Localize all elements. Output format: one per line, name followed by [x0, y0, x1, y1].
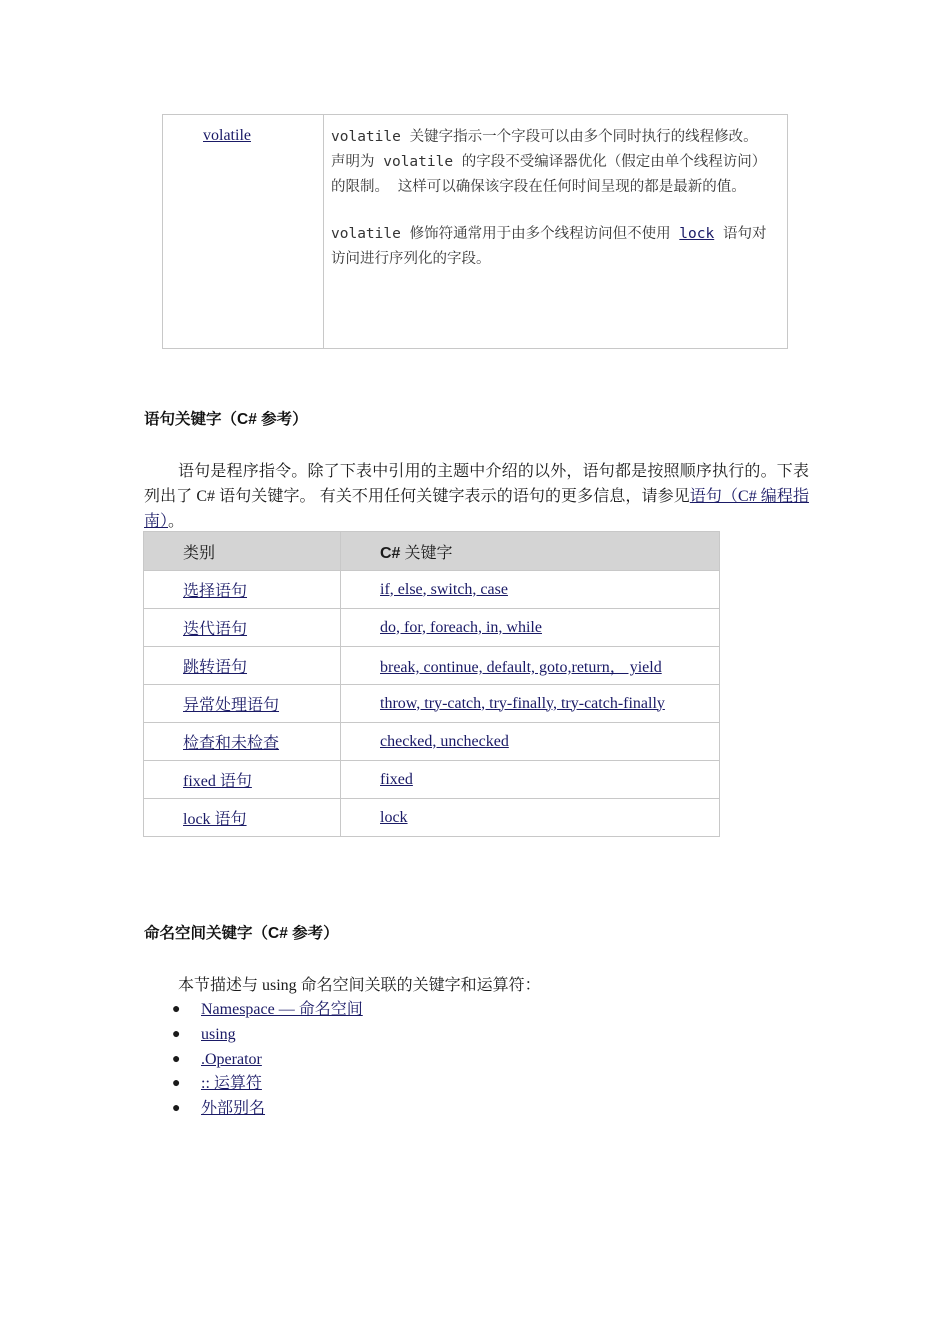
table-row: [144, 799, 720, 837]
category-link[interactable]: 迭代语句: [183, 621, 248, 638]
statement-keywords-table: [143, 531, 720, 837]
keywords-links[interactable]: do, for, foreach, in, while: [380, 618, 542, 636]
namespace-heading: 命名空间关键字（C# 参考）: [144, 925, 339, 942]
namespace-item-link[interactable]: .Operator: [201, 1050, 262, 1068]
volatile-desc-2: [331, 222, 777, 272]
category-link[interactable]: lock 语句: [183, 811, 247, 828]
header-category: 类别: [144, 532, 341, 571]
header-keywords: [341, 532, 720, 571]
keywords-links[interactable]: if, else, switch, case: [380, 580, 508, 598]
volatile-desc-2-pre: volatile 修饰符通常用于由多个线程访问但不使用: [331, 226, 680, 242]
table-row: [144, 761, 720, 799]
volatile-description-cell: [324, 115, 787, 348]
list-item: [170, 1023, 363, 1048]
category-link[interactable]: 选择语句: [183, 583, 248, 600]
category-cell: [144, 571, 341, 609]
namespace-list: [170, 998, 363, 1122]
keywords-links[interactable]: break, continue, default, goto,return， yield: [380, 659, 662, 676]
category-link[interactable]: 跳转语句: [183, 659, 248, 676]
volatile-desc-2-post: 语句对访问进行序列化的字段。: [331, 226, 767, 267]
header-keywords-rest: 关键字: [400, 544, 453, 562]
lock-link[interactable]: lock: [679, 226, 715, 242]
keywords-cell: [341, 799, 720, 837]
table-row: [144, 685, 720, 723]
statements-guide-link[interactable]: 语句（C# 编程指南）: [144, 488, 809, 530]
statements-intro-end: 。: [168, 513, 185, 530]
table-header-row: [144, 532, 720, 571]
list-item: [170, 1048, 363, 1073]
keywords-cell: [341, 609, 720, 647]
keywords-cell: [341, 571, 720, 609]
category-cell: [144, 609, 341, 647]
category-link[interactable]: 检查和未检查: [183, 735, 280, 752]
list-item: [170, 1097, 363, 1122]
bullet-icon: ●: [172, 1076, 181, 1092]
namespace-item-link[interactable]: Namespace — 命名空间: [201, 1001, 363, 1018]
volatile-link[interactable]: volatile: [203, 127, 251, 144]
table-row: [144, 647, 720, 685]
category-cell: [144, 761, 341, 799]
volatile-table: [162, 114, 788, 349]
keywords-links[interactable]: throw, try-catch, try-finally, try-catch-finally: [380, 694, 665, 712]
category-link[interactable]: fixed 语句: [183, 773, 252, 790]
keywords-cell: [341, 685, 720, 723]
statements-heading: 语句关键字（C# 参考）: [144, 411, 308, 428]
namespace-item-link[interactable]: :: 运算符: [201, 1075, 262, 1093]
statement-rows: [144, 571, 720, 837]
keywords-links[interactable]: checked, unchecked: [380, 732, 509, 750]
namespace-item-link[interactable]: using: [201, 1025, 236, 1043]
list-item: [170, 998, 363, 1023]
volatile-keyword-cell: [163, 115, 324, 348]
bullet-icon: ●: [172, 1026, 181, 1042]
bullet-icon: ●: [172, 1051, 181, 1067]
category-cell: [144, 799, 341, 837]
namespace-item-link[interactable]: 外部别名: [201, 1100, 266, 1118]
keywords-cell: [341, 761, 720, 799]
keywords-cell: [341, 723, 720, 761]
statements-intro: [144, 459, 809, 534]
table-row: [144, 723, 720, 761]
namespace-intro: 本节描述与 using 命名空间关联的关键字和运算符：: [178, 977, 541, 994]
bullet-icon: ●: [172, 1101, 181, 1117]
category-cell: [144, 723, 341, 761]
table-row: [144, 609, 720, 647]
category-link[interactable]: 异常处理语句: [183, 697, 280, 714]
keywords-links[interactable]: fixed: [380, 770, 413, 788]
list-item: [170, 1072, 363, 1097]
volatile-desc-1: volatile 关键字指示一个字段可以由多个同时执行的线程修改。 声明为 volatile 的字段不受编译器优化（假定由单个线程访问）的限制。 这样可以确保该字段在任何时间呈现的都是最新的值。: [331, 129, 767, 195]
header-keywords-bold: C#: [380, 544, 401, 562]
statements-intro-text: 语句是程序指令。除了下表中引用的主题中介绍的以外，语句都是按照顺序执行的。下表列出了 C# 语句关键字。 有关不用任何关键字表示的语句的更多信息，请参见: [144, 463, 809, 505]
keywords-cell: [341, 647, 720, 685]
table-row: [144, 571, 720, 609]
keywords-links[interactable]: lock: [380, 808, 408, 826]
bullet-icon: ●: [172, 1002, 181, 1017]
category-cell: [144, 647, 341, 685]
category-cell: [144, 685, 341, 723]
